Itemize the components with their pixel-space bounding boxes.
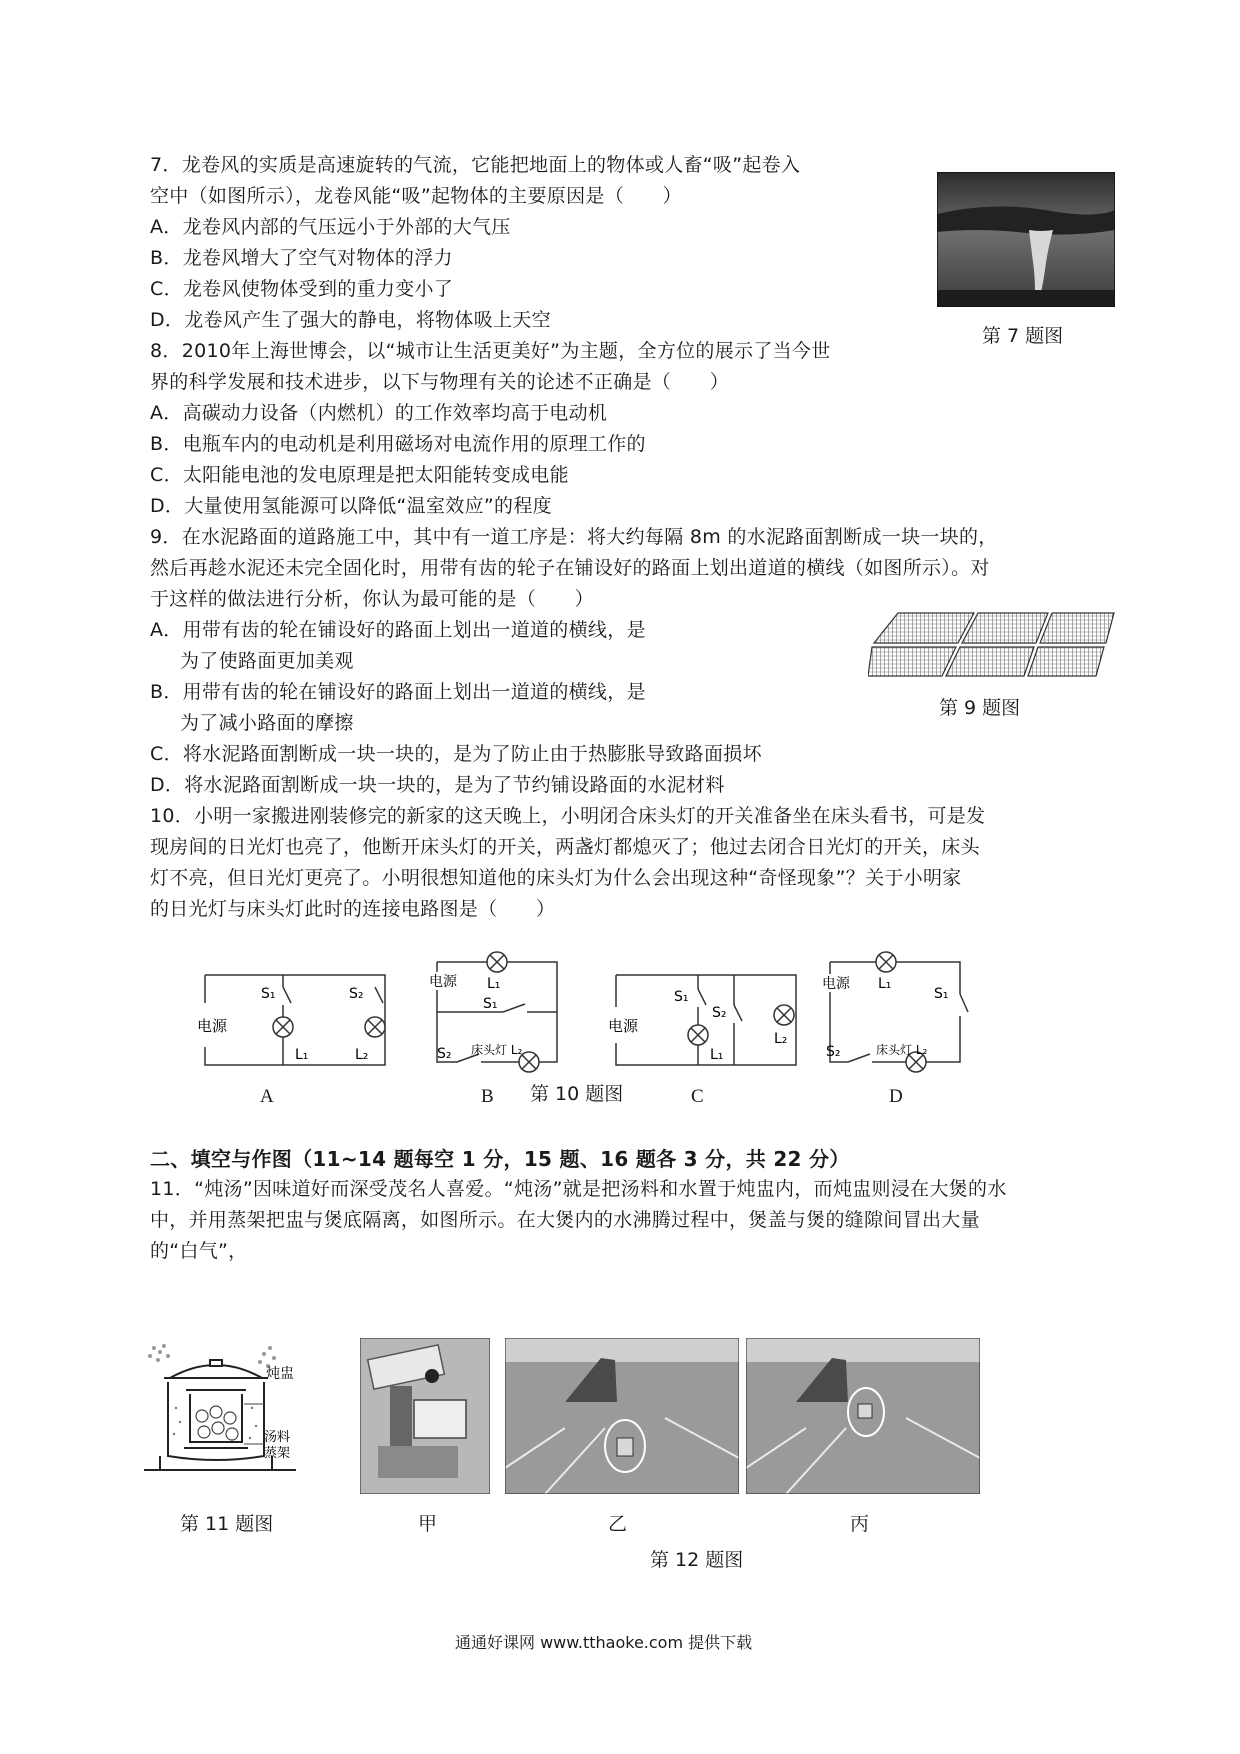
- q8-option-a: A．高碳动力设备（内燃机）的工作效率均高于电动机: [150, 402, 608, 424]
- circuit-a-s1: S₁: [261, 986, 276, 1002]
- circuit-d-power-label: 电源: [822, 976, 850, 992]
- road-photo-yi: [505, 1338, 739, 1494]
- q10-figure-caption: 第 10 题图: [530, 1083, 624, 1105]
- q9-option-a-line-2: 为了使路面更加美观: [180, 650, 354, 672]
- q9-option-b-line-2: 为了减小路面的摩擦: [180, 712, 354, 734]
- q9-stem-line-2: 然后再趁水泥还未完全固化时，用带有齿的轮子在铺设好的路面上划出道道的横线（如图所示）。对: [150, 557, 990, 579]
- q10-stem-line-2: 现房间的日光灯也亮了，他断开床头灯的开关，两盏灯都熄灭了；他过去闭合日光灯的开关，床头: [150, 836, 980, 858]
- photo-bing-label: 丙: [850, 1513, 870, 1535]
- q12-figure-caption: 第 12 题图: [650, 1549, 744, 1571]
- label-steam-rack: 蒸架: [264, 1446, 291, 1461]
- road-photo-bing: [746, 1338, 980, 1494]
- tornado-photo: [937, 172, 1115, 307]
- circuit-d-s2: S₂: [826, 1044, 841, 1060]
- circuit-d-label: D: [889, 1086, 903, 1107]
- circuit-b-s1: S₁: [483, 996, 498, 1012]
- q11-stem-line-2: 中，并用蒸架把盅与煲底隔离，如图所示。在大煲内的水沸腾过程中，煲盖与煲的缝隙间冒出大量: [150, 1209, 980, 1231]
- circuit-a-l2: L₂: [355, 1047, 369, 1063]
- circuit-b-bedlamp-label: 床头灯 L₂: [471, 1043, 523, 1057]
- q11-figure-caption: 第 11 题图: [180, 1513, 274, 1535]
- photo-yi-label: 乙: [608, 1513, 628, 1535]
- q8-stem-line-1: 8．2010年上海世博会，以“城市让生活更美好”为主题，全方位的展示了当今世: [150, 340, 831, 362]
- q9-stem-line-1: 9．在水泥路面的道路施工中，其中有一道工序是：将大约每隔 8m 的水泥路面割断成一块一块的，: [150, 526, 998, 548]
- q9-option-d: D．将水泥路面割断成一块一块的，是为了节约铺设路面的水泥材料: [150, 774, 725, 796]
- q7-option-b: B．龙卷风增大了空气对物体的浮力: [150, 247, 453, 269]
- page-footer: 通通好课网 www.tthaoke.com 提供下载: [455, 1633, 753, 1652]
- circuit-diagram-c: [606, 965, 806, 1075]
- circuit-c-power-label: 电源: [608, 1017, 639, 1035]
- q10-stem-line-4: 的日光灯与床头灯此时的连接电路图是（ ）: [150, 898, 556, 920]
- q10-stem-line-3: 灯不亮，但日光灯更亮了。小明很想知道他的床头灯为什么会出现这种“奇怪现象”？关于小明家: [150, 867, 962, 889]
- circuit-b-power-label: 电源: [429, 974, 457, 990]
- circuit-b-label: B: [481, 1086, 494, 1107]
- circuit-b-l1: L₁: [487, 976, 501, 992]
- circuit-b-s2: S₂: [437, 1046, 452, 1062]
- q7-stem-line-1: 7．龙卷风的实质是高速旋转的气流，它能把地面上的物体或人畜“吸”起卷入: [150, 154, 801, 176]
- circuit-a-label: A: [260, 1086, 274, 1107]
- q9-option-c: C．将水泥路面割断成一块一块的，是为了防止由于热膨胀导致路面损坏: [150, 743, 762, 765]
- q7-stem-line-2: 空中（如图所示），龙卷风能“吸”起物体的主要原因是（ ）: [150, 185, 682, 207]
- q7-option-c: C．龙卷风使物体受到的重力变小了: [150, 278, 454, 300]
- circuit-c-label: C: [691, 1086, 704, 1107]
- q8-stem-line-2: 界的科学发展和技术进步，以下与物理有关的论述不正确是（ ）: [150, 371, 730, 393]
- q11-stem-line-3: 的“白气”，: [150, 1240, 248, 1262]
- circuit-a-s2: S₂: [349, 986, 364, 1002]
- circuit-c-s1: S₁: [674, 989, 689, 1005]
- q7-option-d: D．龙卷风产生了强大的静电，将物体吸上天空: [150, 309, 551, 331]
- q11-stem-line-1: 11．“炖汤”因味道好而深受茂名人喜爱。“炖汤”就是把汤料和水置于炖盅内，而炖盅则浸在大煲的水: [150, 1178, 1007, 1200]
- q10-stem-line-1: 10．小明一家搬进刚装修完的新家的这天晚上，小明闭合床头灯的开关准备坐在床头看书，可是发: [150, 805, 986, 827]
- stew-pot-figure: [140, 1338, 300, 1478]
- q8-option-c: C．太阳能电池的发电原理是把太阳能转变成电能: [150, 464, 569, 486]
- circuit-d-bedlamp-label: 床头灯 L₂: [876, 1043, 928, 1057]
- label-soup-ingredients: 汤料: [264, 1430, 291, 1445]
- q9-option-a-line-1: A．用带有齿的轮在铺设好的路面上划出一道道的横线，是: [150, 619, 646, 641]
- road-slabs-figure: [868, 610, 1116, 680]
- circuit-a-l1: L₁: [295, 1047, 309, 1063]
- q9-stem-line-3: 于这样的做法进行分析，你认为最可能的是（ ）: [150, 588, 594, 610]
- circuit-diagram-a: [195, 965, 395, 1075]
- label-stew-pot: 炖盅: [266, 1366, 294, 1382]
- q8-option-b: B．电瓶车内的电动机是利用磁场对电流作用的原理工作的: [150, 433, 646, 455]
- circuit-c-l2: L₂: [774, 1031, 788, 1047]
- circuit-c-s2: S₂: [712, 1005, 727, 1021]
- circuit-diagram-d: [820, 948, 970, 1074]
- traffic-camera-photo: [360, 1338, 490, 1494]
- q9-option-b-line-1: B．用带有齿的轮在铺设好的路面上划出一道道的横线，是: [150, 681, 646, 703]
- q8-option-d: D．大量使用氢能源可以降低“温室效应”的程度: [150, 495, 552, 517]
- circuit-a-power-label: 电源: [197, 1017, 228, 1035]
- circuit-d-s1: S₁: [934, 986, 949, 1002]
- q7-figure-caption: 第 7 题图: [982, 325, 1064, 347]
- circuit-c-l1: L₁: [710, 1047, 724, 1063]
- q7-option-a: A．龙卷风内部的气压远小于外部的大气压: [150, 216, 511, 238]
- circuit-d-l1: L₁: [878, 976, 892, 992]
- section-2-title: 二、填空与作图（11~14 题每空 1 分，15 题、16 题各 3 分，共 22 分）: [150, 1147, 850, 1171]
- q9-figure-caption: 第 9 题图: [939, 697, 1021, 719]
- circuit-diagram-b: [427, 948, 567, 1074]
- photo-jia-label: 甲: [418, 1513, 438, 1535]
